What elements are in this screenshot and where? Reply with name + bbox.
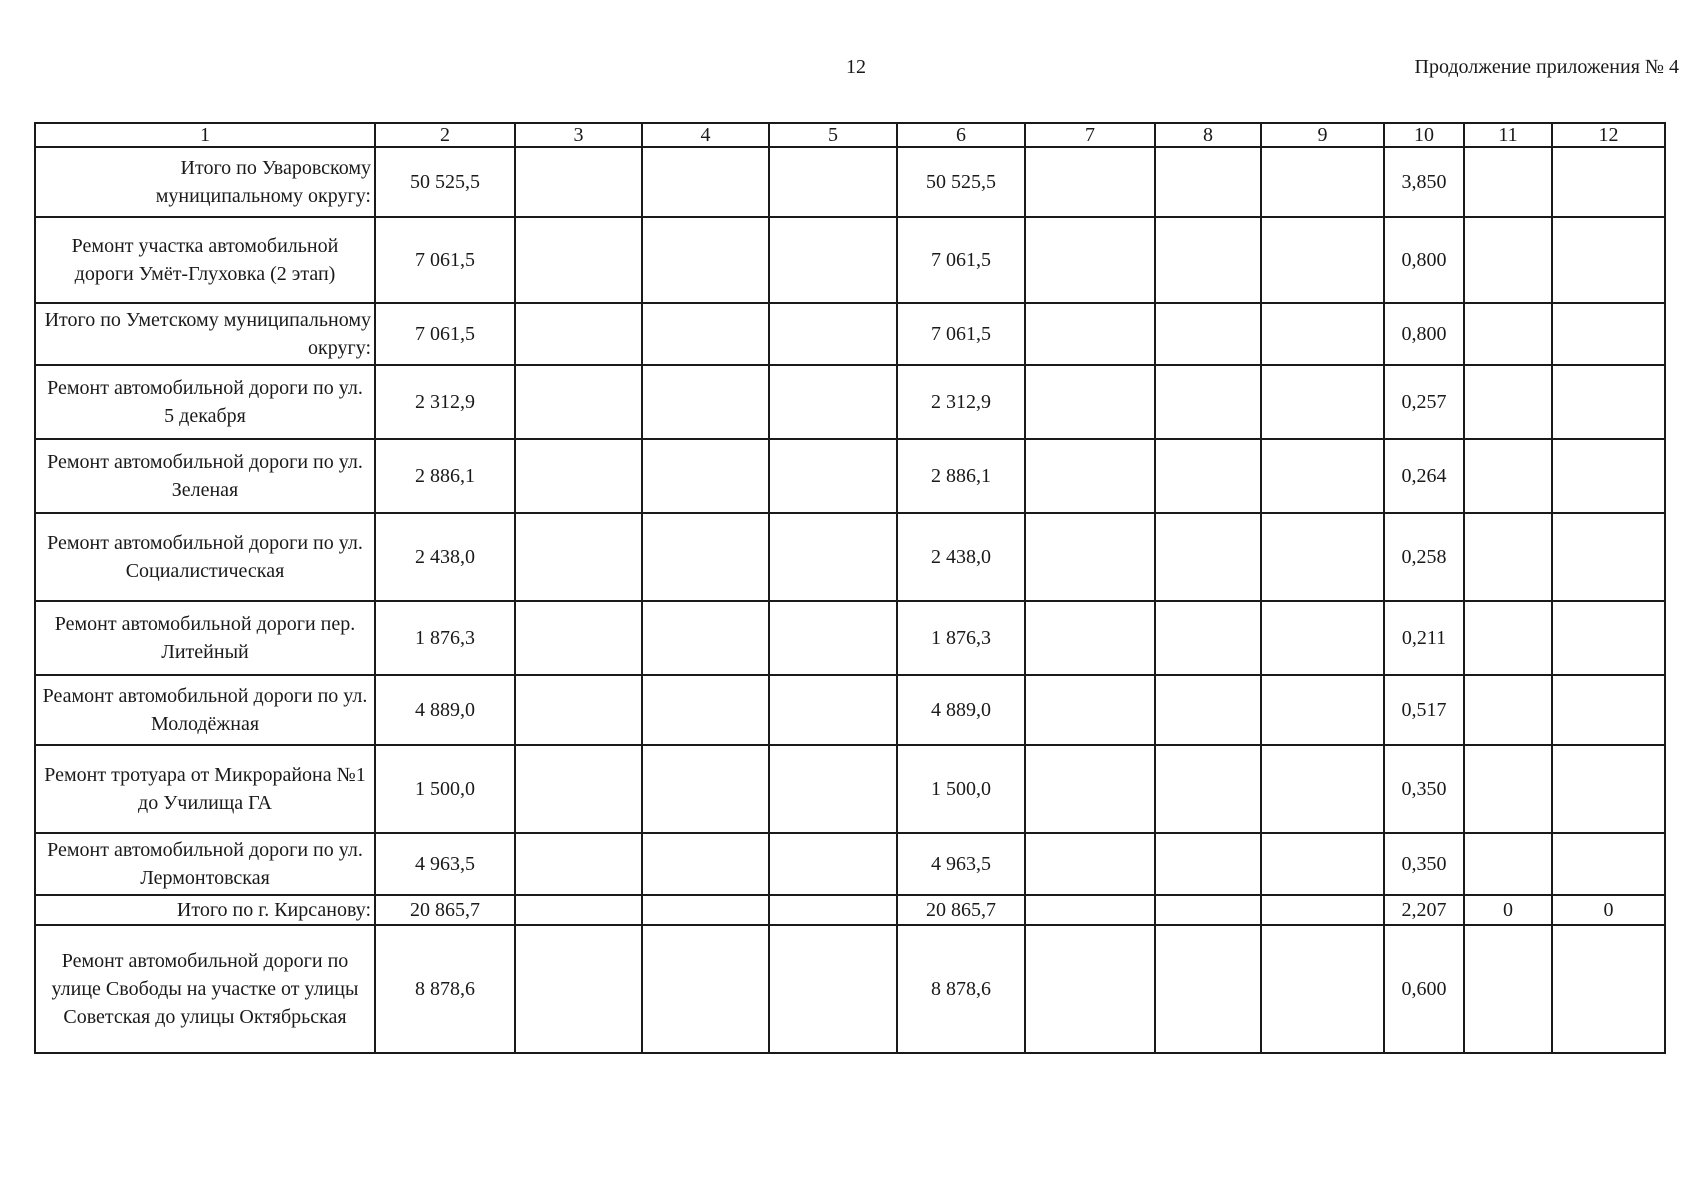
budget-table [34, 122, 1666, 1054]
cell-empty [1025, 675, 1155, 745]
cell-empty [1025, 601, 1155, 675]
cell-col-12 [1552, 513, 1665, 601]
cell-col-2: 2 886,1 [375, 439, 515, 513]
cell-empty [1155, 365, 1261, 439]
table-row [35, 217, 1665, 303]
column-header: 3 [515, 123, 642, 147]
cell-col-11: 0 [1464, 895, 1552, 925]
cell-empty [1025, 365, 1155, 439]
cell-empty [1155, 217, 1261, 303]
table-row [35, 147, 1665, 217]
cell-empty [515, 303, 642, 365]
row-name: Ремонт автомобильной дороги по ул. 5 декабря [35, 365, 375, 439]
column-number-row [35, 123, 1665, 147]
column-header: 8 [1155, 123, 1261, 147]
cell-empty [1155, 675, 1261, 745]
table-row [35, 513, 1665, 601]
column-header: 10 [1384, 123, 1464, 147]
cell-col-10: 0,350 [1384, 745, 1464, 833]
column-header: 7 [1025, 123, 1155, 147]
table-row [35, 675, 1665, 745]
cell-col-11 [1464, 925, 1552, 1053]
cell-empty [1025, 833, 1155, 895]
cell-col-10: 0,800 [1384, 303, 1464, 365]
cell-col-12 [1552, 439, 1665, 513]
cell-empty [515, 217, 642, 303]
cell-empty [642, 439, 769, 513]
cell-empty [1155, 601, 1261, 675]
table-row [35, 833, 1665, 895]
cell-col-2: 2 312,9 [375, 365, 515, 439]
table-row [35, 601, 1665, 675]
column-header: 6 [897, 123, 1025, 147]
cell-empty [1155, 833, 1261, 895]
cell-empty [769, 439, 897, 513]
row-name: Итого по г. Кирсанову: [35, 895, 375, 925]
cell-col-10: 2,207 [1384, 895, 1464, 925]
column-header: 2 [375, 123, 515, 147]
cell-col-2: 7 061,5 [375, 303, 515, 365]
cell-col-11 [1464, 601, 1552, 675]
cell-empty [1155, 303, 1261, 365]
cell-col-2: 7 061,5 [375, 217, 515, 303]
cell-empty [642, 147, 769, 217]
cell-col-2: 2 438,0 [375, 513, 515, 601]
cell-col-12: 0 [1552, 895, 1665, 925]
cell-col-12 [1552, 925, 1665, 1053]
cell-col-10: 0,258 [1384, 513, 1464, 601]
row-name: Итого по Уметскому муниципальному округу: [35, 303, 375, 365]
cell-empty [515, 439, 642, 513]
cell-col-2: 1 876,3 [375, 601, 515, 675]
cell-empty [1261, 745, 1384, 833]
cell-col-2: 4 963,5 [375, 833, 515, 895]
cell-col-12 [1552, 217, 1665, 303]
cell-empty [515, 895, 642, 925]
cell-col-10: 0,600 [1384, 925, 1464, 1053]
column-header: 12 [1552, 123, 1665, 147]
cell-col-2: 50 525,5 [375, 147, 515, 217]
cell-empty [1261, 217, 1384, 303]
cell-col-6: 4 889,0 [897, 675, 1025, 745]
cell-empty [1025, 513, 1155, 601]
cell-empty [1261, 303, 1384, 365]
cell-empty [769, 745, 897, 833]
cell-empty [1261, 925, 1384, 1053]
cell-empty [1261, 365, 1384, 439]
row-name: Ремонт участка автомобильной дороги Умёт-Глуховка (2 этап) [35, 217, 375, 303]
cell-empty [1261, 833, 1384, 895]
cell-empty [769, 365, 897, 439]
cell-col-12 [1552, 833, 1665, 895]
cell-empty [515, 925, 642, 1053]
cell-empty [769, 925, 897, 1053]
cell-col-6: 4 963,5 [897, 833, 1025, 895]
table-row [35, 895, 1665, 925]
cell-empty [769, 601, 897, 675]
cell-empty [515, 365, 642, 439]
cell-col-11 [1464, 833, 1552, 895]
cell-empty [642, 513, 769, 601]
cell-col-11 [1464, 675, 1552, 745]
cell-empty [642, 365, 769, 439]
column-header: 1 [35, 123, 375, 147]
cell-col-12 [1552, 147, 1665, 217]
table-row [35, 303, 1665, 365]
cell-col-6: 7 061,5 [897, 303, 1025, 365]
column-header: 11 [1464, 123, 1552, 147]
cell-col-11 [1464, 303, 1552, 365]
cell-empty [642, 895, 769, 925]
row-name: Итого по Уваровскому муниципальному округу: [35, 147, 375, 217]
row-name: Ремонт автомобильной дороги по улице Свободы на участке от улицы Советская до улицы Октябрьская [35, 925, 375, 1053]
cell-col-12 [1552, 675, 1665, 745]
cell-col-6: 8 878,6 [897, 925, 1025, 1053]
cell-col-11 [1464, 365, 1552, 439]
cell-empty [1025, 217, 1155, 303]
row-name: Реамонт автомобильной дороги по ул. Молодёжная [35, 675, 375, 745]
row-name: Ремонт тротуара от Микрорайона №1 до Училища ГА [35, 745, 375, 833]
cell-empty [515, 513, 642, 601]
cell-empty [642, 675, 769, 745]
cell-col-10: 0,257 [1384, 365, 1464, 439]
cell-col-6: 7 061,5 [897, 217, 1025, 303]
cell-empty [1025, 303, 1155, 365]
cell-col-2: 1 500,0 [375, 745, 515, 833]
column-header: 4 [642, 123, 769, 147]
cell-empty [515, 601, 642, 675]
cell-empty [515, 833, 642, 895]
cell-col-6: 20 865,7 [897, 895, 1025, 925]
cell-empty [515, 147, 642, 217]
cell-empty [515, 745, 642, 833]
cell-col-12 [1552, 745, 1665, 833]
cell-empty [769, 147, 897, 217]
cell-empty [769, 895, 897, 925]
cell-empty [642, 745, 769, 833]
cell-empty [1155, 745, 1261, 833]
column-header: 9 [1261, 123, 1384, 147]
cell-empty [1155, 513, 1261, 601]
cell-empty [1155, 439, 1261, 513]
cell-col-6: 1 500,0 [897, 745, 1025, 833]
table-row [35, 439, 1665, 513]
cell-col-12 [1552, 303, 1665, 365]
cell-empty [1261, 675, 1384, 745]
cell-empty [1025, 925, 1155, 1053]
page-number: 12 [846, 56, 866, 78]
cell-empty [642, 303, 769, 365]
cell-col-12 [1552, 601, 1665, 675]
table-row [35, 745, 1665, 833]
row-name: Ремонт автомобильной дороги по ул. Социалистическая [35, 513, 375, 601]
cell-col-10: 0,517 [1384, 675, 1464, 745]
row-name: Ремонт автомобильной дороги по ул. Зеленая [35, 439, 375, 513]
cell-empty [1155, 895, 1261, 925]
cell-empty [1025, 745, 1155, 833]
cell-empty [642, 833, 769, 895]
cell-col-10: 0,800 [1384, 217, 1464, 303]
cell-col-11 [1464, 513, 1552, 601]
cell-empty [769, 217, 897, 303]
cell-col-6: 50 525,5 [897, 147, 1025, 217]
cell-col-11 [1464, 217, 1552, 303]
cell-col-10: 0,350 [1384, 833, 1464, 895]
cell-empty [642, 925, 769, 1053]
cell-col-11 [1464, 147, 1552, 217]
column-header: 5 [769, 123, 897, 147]
cell-col-11 [1464, 745, 1552, 833]
cell-empty [1155, 925, 1261, 1053]
row-name: Ремонт автомобильной дороги пер. Литейный [35, 601, 375, 675]
cell-empty [1025, 895, 1155, 925]
cell-empty [1261, 439, 1384, 513]
cell-col-6: 2 438,0 [897, 513, 1025, 601]
cell-col-11 [1464, 439, 1552, 513]
cell-col-2: 20 865,7 [375, 895, 515, 925]
cell-empty [1025, 439, 1155, 513]
cell-empty [642, 217, 769, 303]
table-row [35, 365, 1665, 439]
cell-empty [769, 833, 897, 895]
cell-empty [769, 675, 897, 745]
cell-empty [642, 601, 769, 675]
budget-table-container [34, 122, 1664, 1054]
cell-col-6: 1 876,3 [897, 601, 1025, 675]
table-row [35, 925, 1665, 1053]
cell-empty [1261, 895, 1384, 925]
cell-col-10: 0,211 [1384, 601, 1464, 675]
continuation-label: Продолжение приложения № 4 [1414, 56, 1679, 78]
cell-empty [515, 675, 642, 745]
cell-col-10: 3,850 [1384, 147, 1464, 217]
cell-empty [769, 303, 897, 365]
cell-col-6: 2 312,9 [897, 365, 1025, 439]
cell-empty [1025, 147, 1155, 217]
cell-col-2: 8 878,6 [375, 925, 515, 1053]
cell-empty [1155, 147, 1261, 217]
cell-empty [1261, 513, 1384, 601]
cell-col-12 [1552, 365, 1665, 439]
cell-empty [1261, 601, 1384, 675]
cell-empty [1261, 147, 1384, 217]
cell-col-10: 0,264 [1384, 439, 1464, 513]
cell-col-2: 4 889,0 [375, 675, 515, 745]
row-name: Ремонт автомобильной дороги по ул. Лермонтовская [35, 833, 375, 895]
cell-col-6: 2 886,1 [897, 439, 1025, 513]
cell-empty [769, 513, 897, 601]
